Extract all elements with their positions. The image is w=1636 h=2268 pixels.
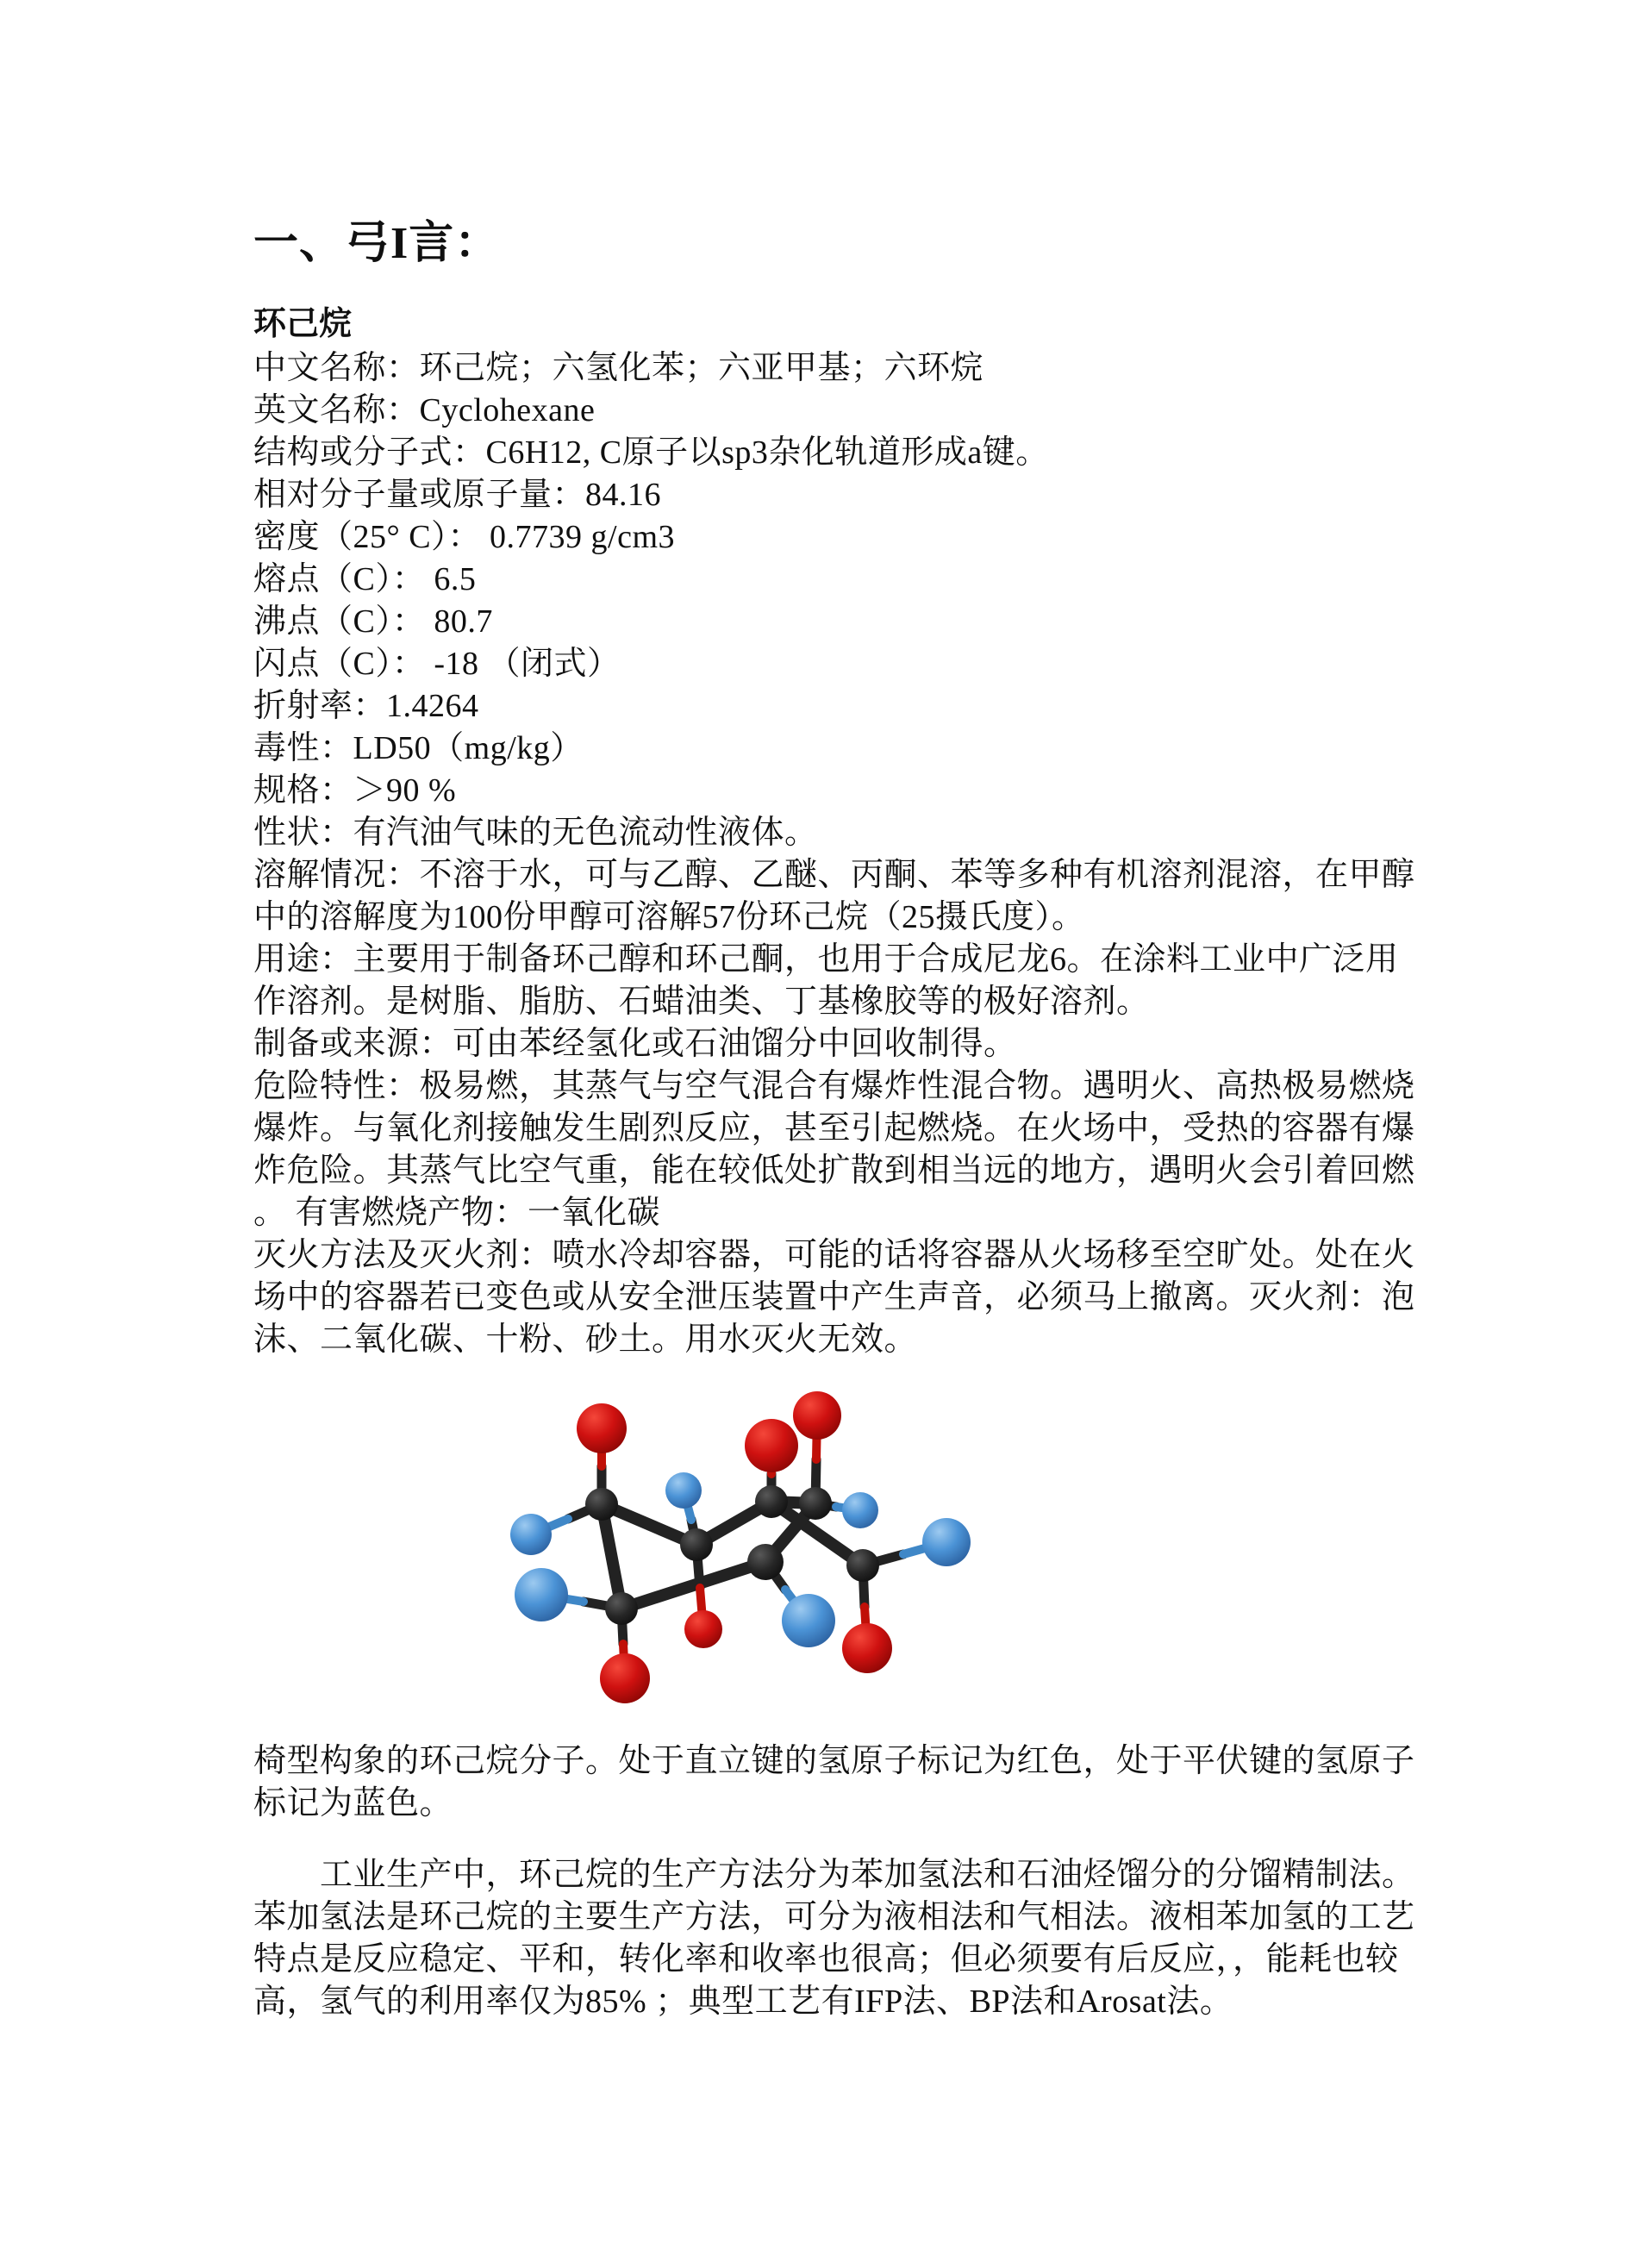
text-line: 熔点（C）： 6.5 (253, 561, 477, 597)
equatorial-hydrogen-atom (510, 1514, 552, 1555)
paragraph-line: 工业生产中，环己烷的生产方法分为苯加氢法和石油烃馏分的分馏精制法。 (253, 1857, 1415, 1893)
carbon-ring-bonds (602, 1502, 863, 1609)
text-line: 溶解情况：不溶于水，可与乙醇、乙醚、丙酮、苯等多种有机溶剂混溶，在甲醇 (253, 857, 1415, 893)
paragraph-line: 特点是反应稳定、平和，转化率和收率也很高；但必须要有后反应，，能耗也较 (253, 1941, 1399, 1977)
text-line: 闪点（C）： -18 （闭式） (253, 646, 621, 682)
axial-hydrogen-atom (745, 1419, 798, 1472)
text-line: 结构或分子式：C6H12, C原子以sp3杂化轨道形成a键。 (253, 434, 1049, 471)
text-line: 危险特性：极易燃，其蒸气与空气混合有爆炸性混合物。遇明火、高热极易燃烧 (253, 1068, 1415, 1104)
equatorial-hydrogen-atom (922, 1518, 971, 1566)
text-line: 毒性：LD50（mg/kg） (253, 730, 584, 766)
text-line: 爆炸。与氧化剂接触发生剧烈反应，甚至引起燃烧。在火场中，受热的容器有爆 (253, 1110, 1415, 1146)
text-line: 规格：＞90 % (253, 772, 457, 809)
carbon-atom (605, 1592, 638, 1625)
axial-hydrogen-atom (842, 1623, 892, 1673)
figure-caption (253, 1740, 1415, 1825)
equatorial-hydrogen-atom (782, 1594, 835, 1647)
production-paragraph (253, 1854, 1415, 2023)
carbon-atom (747, 1544, 784, 1580)
carbon-atom (755, 1485, 788, 1518)
axial-hydrogen-atom (793, 1391, 841, 1440)
page-title: 一、弓I言： (253, 219, 501, 268)
equatorial-hydrogen-atoms (510, 1472, 971, 1647)
text-line: 制备或来源：可由苯经氢化或石油馏分中回收制得。 (253, 1026, 1017, 1062)
caption-line: 标记为蓝色。 (253, 1785, 453, 1821)
text-line: 沸点（C）： 80.7 (253, 603, 493, 640)
text-line: 英文名称：Cyclohexane (253, 392, 596, 428)
caption-line: 椅型构象的环己烷分子。处于直立键的氢原子标记为红色，处于平伏键的氢原子 (253, 1743, 1415, 1779)
axial-hydrogen-atom (577, 1403, 627, 1453)
text-line: 用途：主要用于制备环己醇和环己酮，也用于合成尼龙6。在涂料工业中广泛用 (253, 941, 1399, 978)
text-line: 沫、二氧化碳、十粉、砂土。用水灭火无效。 (253, 1321, 918, 1358)
text-line: 中文名称：环己烷；六氢化苯；六亚甲基；六环烷 (253, 350, 984, 386)
carbon-atom (799, 1487, 832, 1520)
text-line: 中的溶解度为100份甲醇可溶解57份环己烷（25摄氏度）。 (253, 899, 1085, 935)
text-line: 作溶剂。是树脂、脂肪、石蜡油类、丁基橡胶等的极好溶剂。 (253, 984, 1150, 1020)
equatorial-hydrogen-atom (842, 1492, 878, 1528)
carbon-atom (680, 1528, 713, 1561)
text-line: 相对分子量或原子量：84.16 (253, 477, 662, 513)
text-line: 。 有害燃烧产物：一氧化碳 (253, 1195, 661, 1231)
paragraph-line: 苯加氢法是环己烷的主要生产方法，可分为液相法和气相法。液相苯加氢的工艺 (253, 1899, 1415, 1935)
cyclohexane-3d-model-figure (481, 1381, 998, 1717)
cyclohexane-molecule-image (481, 1381, 998, 1717)
equatorial-hydrogen-atom (515, 1568, 568, 1621)
property-text-block (253, 347, 1415, 1361)
text-line: 性状：有汽油气味的无色流动性液体。 (253, 815, 818, 851)
paragraph-line: 高，氢气的利用率仅为85% ；典型工艺有IFP法、BP法和Arosat法。 (253, 1984, 1233, 2020)
text-line: 炸危险。其蒸气比空气重，能在较低处扩散到相当远的地方，遇明火会引着回燃 (253, 1153, 1415, 1189)
carbon-atom (585, 1488, 618, 1521)
equatorial-hydrogen-atom (665, 1472, 702, 1509)
section-heading: 环己烷 (253, 306, 353, 342)
text-line: 密度（25° C）： 0.7739 g/cm3 (253, 519, 676, 555)
axial-hydrogen-atom (684, 1610, 722, 1648)
text-line: 折射率：1.4264 (253, 688, 479, 724)
text-line: 灭火方法及灭火剂：喷水冷却容器，可能的话将容器从火场移至空旷处。处在火 (253, 1237, 1415, 1273)
text-line: 场中的容器若已变色或从安全泄压装置中产生声音，必须马上撤离。灭火剂：泡 (253, 1279, 1415, 1315)
axial-hydrogen-atom (600, 1653, 650, 1703)
carbon-atom (846, 1549, 879, 1582)
